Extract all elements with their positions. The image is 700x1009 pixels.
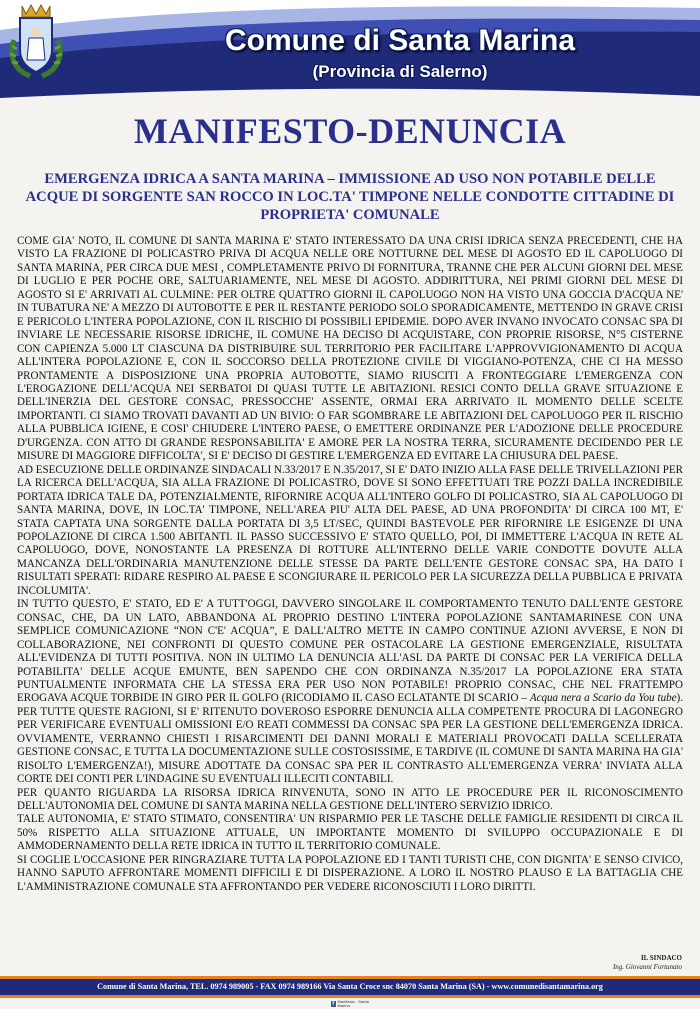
- footer-accent-stripe: [0, 995, 700, 998]
- signature-title: IL SINDACO: [640, 954, 682, 962]
- document-body: [17, 235, 683, 894]
- body-paragraph: AD ESECUZIONE DELLE ORDINANZE SINDACALI N.33/2017 E N.35/2017, SI E' DATO INIZIO ALLA FASE DELLE TRIVELLAZIONI PER LA RICERCA DELL'ACQUA, SIA ALLA FRAZIONE DI POLICASTRO, DOVE SI SONO EFFETTUATI TRE POZZI DALLA INCREDIBILE PORTATA IDRICA TALE DA, POTENZIALMENTE, RIFORNIRE ACQUA ALL'INTERO GOLFO DI POLICASTRO, SIA AL CAPOLUOGO DI SANTA MARINA, DOVE, IN LOC.TA' TIMPONE, NELL'AREA PIU' ALTA DEL PAESE, AD UNA PROFONDITA' DI CIRCA 100 MT, E' STATA CAPTATA UNA SORGENTE DALLA PORTATA DI 3,5 LT/SEC, QUINDI BASTEVOLE PER RIFORNIRE LE ESIGENZE DI UNA POPOLAZIONE DI CIRCA 1.500 ABITANTI. IL PASSO SUCCESSIVO E' STATO QUELLO, POI, DI IMMETTERE L'ACQUA IN RETE AL CAPOLUOGO, DOVE, NONOSTANTE LA PRESENZA DI ROTTURE ALL'INTERNO DELLE VARIE CONDOTTE DOVUTE ALLA MANCANZA DELL'ORDINARIA MANUTENZIONE DELLE STESSE DA PARTE DELL'ENTE GESTORE CONSAC SPA, HA DATO I RISULTATI SPERATI: RIDARE RESPIRO AL PAESE E SCONGIURARE IL PERICOLO PER LA SICUREZZA DELLA PUBBLICA E PRIVATA INCOLUMITA'.: [17, 463, 683, 597]
- video-reference: Acqua nera a Scario da You tube: [529, 692, 677, 705]
- facebook-badge-label: Manifesto - Santa Marina: [337, 998, 369, 1008]
- body-paragraph: SI COGLIE L'OCCASIONE PER RINGRAZIARE TUTTA LA POPOLAZIONE ED I TANTI TURISTI CHE, CON DIGNITA' E SENSO CIVICO, HANNO SAPUTO AFFRONTARE MOMENTI DIFFICILI E DI DISPERAZIONE. A LORO IL NOSTRO PLAUSO E LA BATTAGLIA CHE L'AMMINISTRAZIONE COMUNALE STA AFFRONTANDO PER VEDERE RICONOSCIUTI I LORO DIRITTI.: [17, 853, 683, 893]
- body-paragraph: [17, 598, 683, 786]
- facebook-badge[interactable]: [331, 999, 371, 1008]
- body-paragraph: TALE AUTONOMIA, E' STATO STIMATO, CONSENTIRA' UN RISPARMIO PER LE TASCHE DELLE FAMIGLIE RESIDENTI DI CIRCA IL 50% RISPETTO ALLA SITUAZIONE ATTUALE, UN IMPORTANTE MOMENTO DI SVILUPPO OCCUPAZIONALE E DI AMMODERNAMENTO DELLA RETE IDRICA IN TUTTO IL TERRITORIO COMUNALE.: [17, 813, 683, 853]
- mayor-signature: [522, 954, 682, 972]
- body-text-segment: ). PER TUTTE QUESTE RAGIONI, SI E' RITENUTO DOVEROSO ESPORRE DENUNCIA ALLA COMPETENTE PROCURA DI LAGONEGRO PER VERIFICARE EVENTUALI OMISSIONI E/O REATI COMMESSI DA CONSAC SPA PER LA GESTIONE DELL'EMERGENZA IDRICA. OVVIAMENTE, VERRANNO CHIESTI I RISARCIMENTI DEI DANNI MORALI E MATERIALI PROVOCATI DALLA SCELLERATA GESTIONE CONSAC, E TUTTA LA DOCUMENTAZIONE SULLE COSTOSISSIME, E TARDIVE (IL COMUNE DI SANTA MARINA HA GIA' RISOLTO L'EMERGENZA!), MISURE ADOTTATE DA CONSAC SPA PER IL CONTRASTO ALL'EMERGENZA VERRA' INVIATA ALLA CORTE DEI CONTI PER L'INDAGINE SU EVENTUALI ILLECITI CONTABILI.: [17, 692, 683, 786]
- municipality-title: Comune di Santa Marina: [224, 24, 576, 57]
- signature-name: Ing. Giovanni Fortunato: [612, 963, 682, 971]
- body-paragraph: COME GIA' NOTO, IL COMUNE DI SANTA MARINA E' STATO INTERESSATO DA UNA CRISI IDRICA SENZA PRECEDENTI, CHE HA VISTO LA FRAZIONE DI POLICASTRO PRIVA DI ACQUA NELLE ORE NOTTURNE DEL MESE DI AGOSTO ED IL CAPOLUOGO DI SANTA MARINA, PER CIRCA DUE MESI , COMPLETAMENTE PRIVO DI FORNITURA, TRANNE CHE PER ALCUNI GIORNI DEL MESE DI LUGLIO E PER POCHE ORE, SALTUARIAMENTE, NEL MESE DI AGOSTO. ADDIRITTURA, NEI PRIMI GIORNI DEL MESE DI AGOSTO SI E' ARRIVATI AL CULMINE: PER OLTRE QUATTRO GIORNI IL CAPOLUOGO NON HA VISTO UNA GOCCIA D'ACQUA NE' IN TUBATURA NE' A MEZZO DI AUTOBOTTE E PER IL RESTANTE PERIODO SOLO SPORADICAMENTE, METTENDO IN GRAVE CRISI E PERICOLO L'INTERA POPOLAZIONE, CON IL RISCHIO DI POSSIBILI EPIDEMIE. DOPO AVER INVANO INVOCATO CONSAC SPA DI INVIARE LE NECESSARIE RISORSE IDRICHE, IL COMUNE HA DECISO DI ACQUISTARE, CON PROPRIE RISORSE, N°5 CISTERNE CON CAPIENZA 5.000 LT CIASCUNA DA DISTRIBUIRE SUL TERRITORIO PER FACILITARE L'APPROVVIGIONAMENTO DI ACQUA ALL'INTERA POPOLAZIONE E, CON IL SOCCORSO DELLA PROTEZIONE CIVILE DI VIGGIANO-POTENZA, CHE CI HA MESSO PRONTAMENTE A DISPOSIZIONE UNA PROPRIA AUTOBOTTE, SIAMO RIUSCITI A FRONTEGGIARE L'EMERGENZA CON L'EROGAZIONE DELL'ACQUA NEI SERBATOI DI QUASI TUTTE LE ABITAZIONI. RESICI CONTO DELLA GRAVE SITUAZIONE E DELL'INERZIA DEL GESTORE CONSAC, PRESSOCCHE' ASSENTE, ORMAI ERA ARRIVATO IL MOMENTO DELLE SCELTE IMPORTANTI. CI SIAMO TROVATI DAVANTI AD UN BIVIO: O FAR SGOMBRARE LE ABITAZIONI DEL CAPOLUOGO PER IL RISCHIO ALLA PUBBLICA IGIENE, E COSI' CHIUDERE L'INTERO PAESE, O EMETTERE ORDINANZE PER L'ADOZIONE DELLE PROCEDURE D'URGENZA. CON ATTO DI GRANDE RESPONSABILITA' E AMORE PER LA NOSTRA TERRA, SICURAMENTE DECIDENDO PER LE MISURE DI MAGGIORE DIFFICOLTA', SI E' DECISO DI GESTIRE L'EMERGENZA ED EVITARE LA CHIUSURA DEL PAESE.: [17, 235, 683, 463]
- footer-contact-bar: Comune di Santa Marina, TEL. 0974 989005 - FAX 0974 989166 Via Santa Croce snc 84070 Santa Marina (SA) - www.comunedisantamarina.org: [0, 979, 700, 995]
- header-banner: [0, 0, 700, 102]
- body-text-segment: IN TUTTO QUESTO, E' STATO, ED E' A TUTT'OGGI, DAVVERO SINGOLARE IL COMPORTAMENTO TENUTO DALL'ENTE GESTORE CONSAC, CHE, DA UN LATO, ABBANDONA AL PROPRIO DESTINO L'INTERA POPOLAZIONE SANTAMARINESE CON UNA SEMPLICE COMUNICAZIONE “NON C'E' ACQUA”, E DALL'ALTRO METTE IN CAMPO CONTINUE AZIONI AVVERSE, E NON DI COLLABORAZIONE, NEI CONFRONTI DI QUESTO COMUNE PER OSTACOLARE LA GESTIONE EMERGENZIALE, RISULTATA ALL'EVIDENZA DI TUTTI POSITIVA. NON IN ULTIMO LA DENUNCIA ALL'ASL DA PARTE DI CONSAC PER LA VERIFICA DELLA POTABILITA' DELLE ACQUE EMUNTE, BEN SAPENDO CHE CON ORDINANZA N.35/2017 LA POPOLAZIONE ERA STATA PUNTUALMENTE INFORMATA CHE LA STESSA ERA PER USO NON POTABILE! PROPRIO CONSAC, CHE NEL FRATTEMPO EROGAVA ACQUE TORBIDE IN GIRO PER IL GOLFO (RICODIAMO IL CASO ECLATANTE DI SCARIO –: [17, 598, 683, 705]
- page-title: MANIFESTO-DENUNCIA: [133, 111, 567, 151]
- body-paragraph: PER QUANTO RIGUARDA LA RISORSA IDRICA RINVENUTA, SONO IN ATTO LE PROCEDURE PER IL RICONOSCIMENTO DELL'AUTONOMIA DEL COMUNE DI SANTA MARINA NELLA GESTIONE DELL'INTERO SERVIZIO IDRICO.: [17, 786, 683, 813]
- province-subtitle: (Provincia di Salerno): [312, 62, 488, 81]
- document-subtitle: EMERGENZA IDRICA A SANTA MARINA – IMMISSIONE AD USO NON POTABILE DELLE ACQUE DI SORGENTE SAN ROCCO IN LOC.TA' TIMPONE NELLE CONDOTTE CITTADINE DI PROPRIETA' COMUNALE: [25, 171, 675, 223]
- municipal-crest-icon: [0, 0, 72, 82]
- facebook-icon: f: [332, 1000, 335, 1007]
